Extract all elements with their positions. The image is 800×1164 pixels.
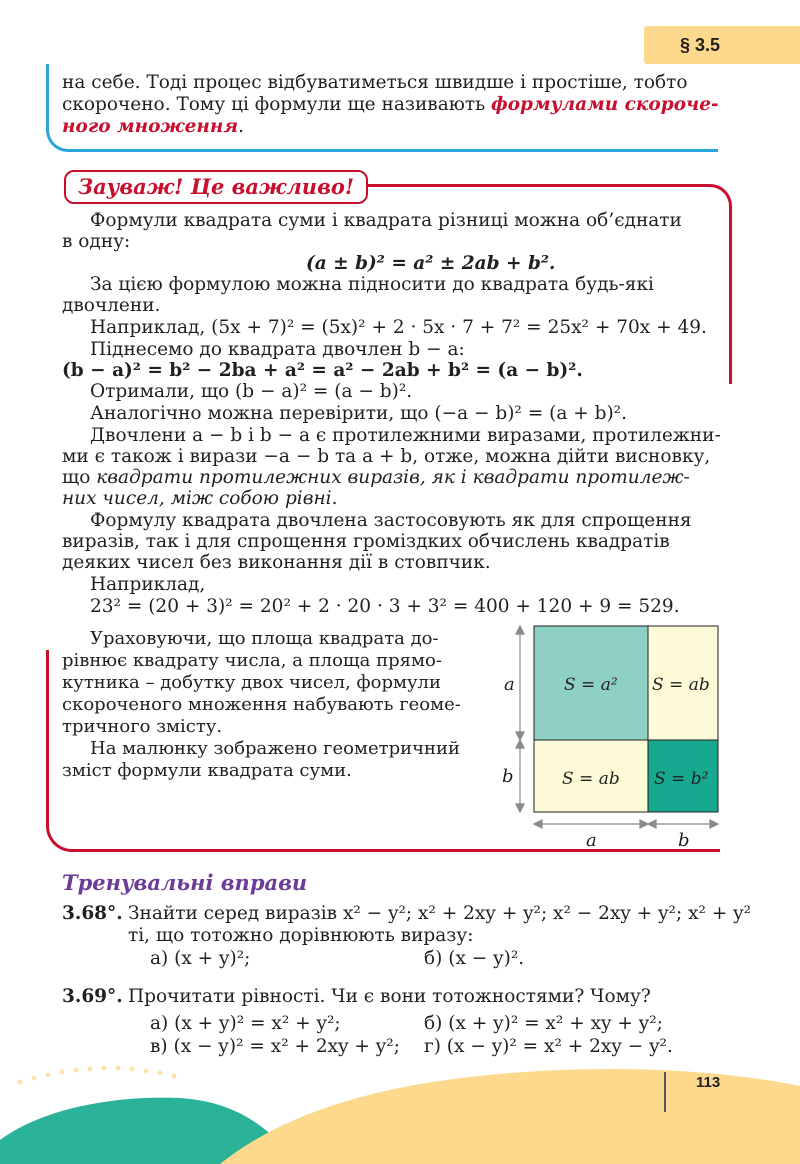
bottom-label-b: b [678, 830, 690, 851]
geo-line-1: Ураховуючи, що площа квадрата до- [90, 628, 439, 649]
left-dimension-arrows [516, 626, 524, 812]
term-highlight-cont: ного множення [62, 116, 239, 137]
geo-line-7: зміст формули квадрата суми. [62, 760, 352, 781]
page-number: 113 [696, 1074, 721, 1091]
note-p3-line-2: ми є також і вирази −a − b та a + b, отже, можна дійти висновку, [62, 446, 711, 467]
geo-line-2: рівнює квадрату числа, а площа прямо- [62, 650, 442, 671]
intro-line-3: ного множення. [62, 116, 244, 137]
geo-line-3: кутника – добутку двох чисел, формули [62, 672, 441, 693]
dotted-arc [18, 1066, 177, 1085]
note-p4-line-3: деяких чисел без виконання дії в стовпчик. [62, 552, 491, 573]
page-number-divider [664, 1072, 666, 1112]
note-p3-line-4: них чисел, між собою рівні. [62, 488, 338, 509]
cell-label-bl: S = ab [562, 769, 620, 789]
geo-line-6: На малюнку зображено геометричний [90, 738, 461, 759]
note-p4-line-1: Формулу квадрата двочлена застосовують як для спрощення [90, 510, 692, 531]
exercise-369-d: г) (x − y)² = x² + 2xy − y². [424, 1036, 673, 1057]
bottom-dimension-arrows [534, 820, 718, 828]
exercise-368-number: 3.68°. [62, 903, 123, 924]
side-label-b: b [502, 766, 514, 787]
cell-label-tl: S = a² [564, 675, 618, 695]
note-p1-line-1: Формули квадрата суми і квадрата різниці можна об’єднати [90, 210, 682, 231]
exercise-368-line-2: ті, що тотожно дорівнюють виразу: [128, 925, 474, 946]
intro-line-2: скорочено. Тому ці формули ще називають формулами скороче- [62, 94, 719, 115]
exercise-369-c: в) (x − y)² = x² + 2xy + y²; [150, 1036, 400, 1057]
example-1: Наприклад, (5x + 7)² = (5x)² + 2 · 5x · 7 + 7² = 25x² + 70x + 49. [90, 317, 707, 338]
example-3: (b − a)² = b² − 2ba + a² = a² − 2ab + b² = (a − b)². [62, 360, 583, 381]
bottom-label-a: a [586, 830, 597, 851]
exercise-369-number: 3.69°. [62, 986, 123, 1007]
exercise-369-a: а) (x + y)² = x² + y²; [150, 1013, 341, 1034]
note-p5-line-1: Наприклад, [90, 574, 206, 595]
section-label: § 3.5 [644, 26, 800, 64]
exercise-368-b: б) (x − y)². [424, 948, 525, 969]
geo-line-4: скороченого множення набувають геоме- [62, 694, 461, 715]
cell-label-br: S = b² [654, 769, 709, 789]
note-p3-line-3: що квадрати протилежних виразів, як і квадрати протилеж- [62, 467, 690, 488]
square-sum-diagram [496, 622, 726, 852]
exercise-369-b: б) (x + y)² = x² + xy + y²; [424, 1013, 663, 1034]
note-p2-line-2: двочлени. [62, 295, 161, 316]
example-5: Аналогічно можна перевірити, що (−a − b)² = (a + b)². [90, 403, 627, 424]
example-2: Піднесемо до квадрата двочлен b − a: [90, 339, 465, 360]
intro-line-1: на себе. Тоді процес відбуватиметься швидше і простіше, тобто [62, 72, 688, 93]
example-4: Отримали, що (b − a)² = (a − b)². [90, 381, 413, 402]
exercise-369-line-1: Прочитати рівності. Чи є вони тотожностями? Чому? [128, 986, 651, 1007]
side-label-a: a [504, 674, 515, 695]
cell-label-tr: S = ab [652, 675, 710, 695]
note-p3-line-1: Двочлени a − b і b − a є протилежними виразами, протилежни- [90, 425, 721, 446]
footer-decoration [0, 1040, 800, 1164]
main-formula: (a ± b)² = a² ± 2ab + b². [306, 253, 556, 274]
exercise-368-line-1: Знайти серед виразів x² − y²; x² + 2xy + y²; x² − 2xy + y²; x² + y² [128, 903, 752, 924]
note-p1-line-2: в одну: [62, 231, 131, 252]
term-highlight: формулами скороче- [491, 94, 719, 115]
geo-line-5: тричного змісту. [62, 716, 223, 737]
note-p5-line-2: 23² = (20 + 3)² = 20² + 2 · 20 · 3 + 3² = 400 + 120 + 9 = 529. [90, 596, 680, 617]
note-p2-line-1: За цією формулою можна підносити до квадрата будь-які [90, 274, 654, 295]
exercises-title: Тренувальні вправи [62, 870, 308, 895]
note-p4-line-2: виразів, так і для спрощення громіздких обчислень квадратів [62, 531, 670, 552]
exercise-368-a: а) (x + y)²; [150, 948, 251, 969]
note-badge: Зауваж! Це важливо! [64, 170, 368, 204]
